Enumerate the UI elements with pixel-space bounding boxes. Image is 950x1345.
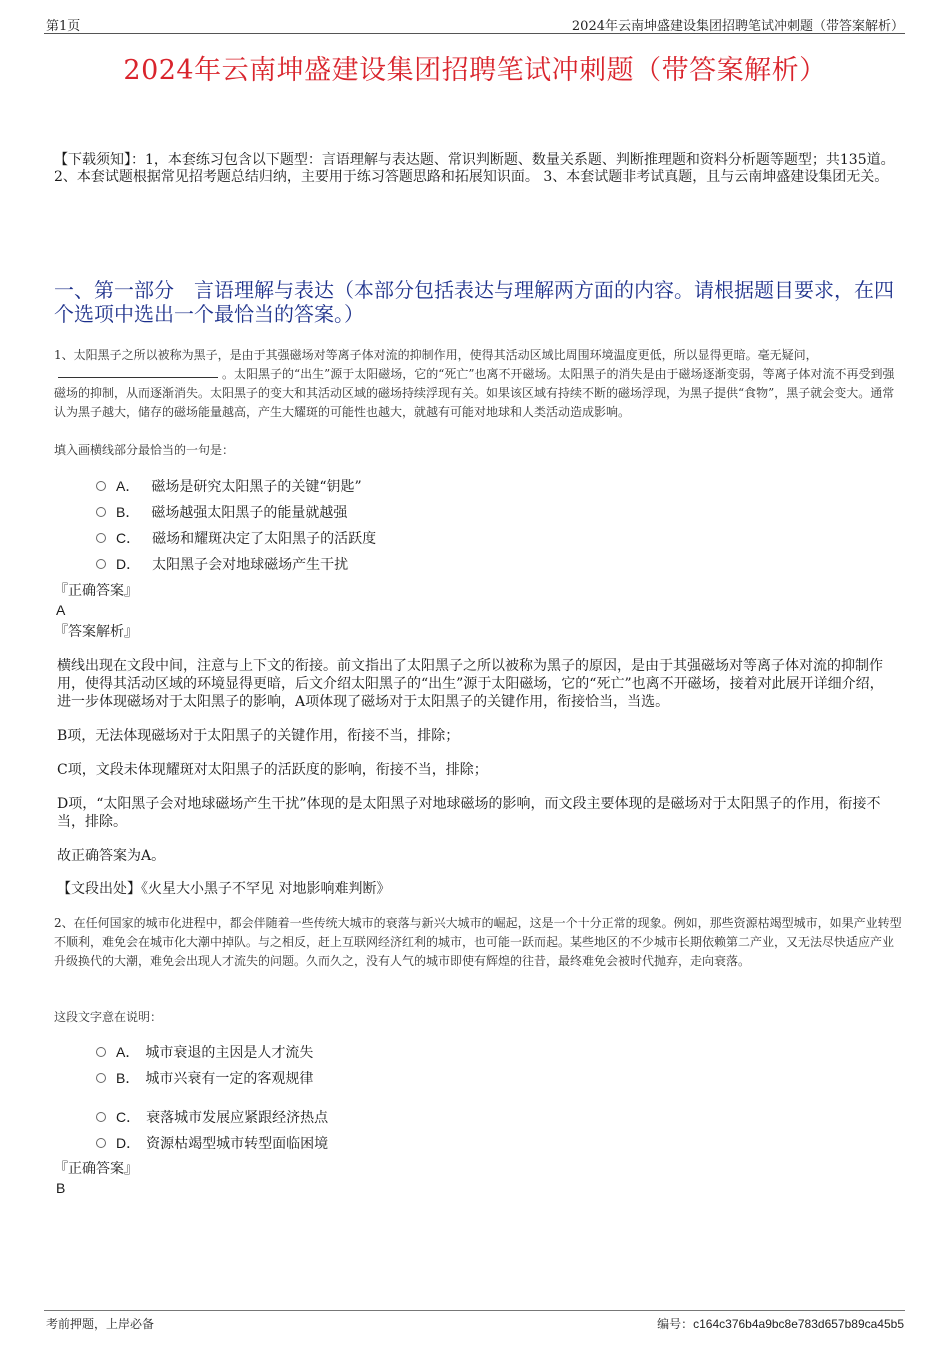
footer-slogan: 考前押题，上岸必备: [46, 1317, 155, 1331]
analysis-label: 『答案解析』: [54, 624, 138, 640]
page-title: 2024年云南坤盛建设集团招聘笔试冲刺题（带答案解析）: [123, 55, 827, 86]
radio-icon[interactable]: [96, 533, 106, 543]
text-source: 【文段出处】《火星大小黑子不罕见 对地影响难判断》: [57, 881, 391, 897]
running-title: 2024年云南坤盛建设集团招聘笔试冲刺题（带答案解析）: [571, 19, 904, 34]
option-d[interactable]: D． 太阳黑子会对地球磁场产生干扰: [96, 554, 348, 574]
option-c[interactable]: C． 衰落城市发展应紧跟经济热点: [96, 1107, 328, 1127]
header-divider: [44, 33, 905, 34]
question-1-prompt: 填入画横线部分最恰当的一句是：: [54, 443, 235, 457]
radio-icon[interactable]: [96, 1047, 106, 1057]
radio-icon[interactable]: [96, 507, 106, 517]
option-b[interactable]: B． 城市兴衰有一定的客观规律: [96, 1068, 313, 1088]
option-a[interactable]: A． 城市衰退的主因是人才流失: [96, 1042, 313, 1062]
radio-icon[interactable]: [96, 1138, 106, 1148]
analysis-conclusion: 故正确答案为A。: [57, 848, 166, 864]
radio-icon[interactable]: [96, 481, 106, 491]
analysis-paragraph: D项，“太阳黑子会对地球磁场产生干扰”体现的是太阳黑子对地球磁场的影响，而文段主要体现的是磁场对于太阳黑子的作用，衔接不当，排除。: [57, 796, 881, 830]
analysis-paragraph: 横线出现在文段中间，注意与上下文的衔接。前文指出了太阳黑子之所以被称为黑子的原因，是由于其强磁场对等离子体对流的抑制作用，使得其活动区域的环境显得更暗，后文介绍太阳黑子的“出生”源于太阳磁场，它的“死亡”也离不开磁场，接着对此展开详细介绍，进一步体现磁场对于太阳黑子的影响，A项体现了磁场对于太阳黑子的关键作用，衔接恰当，当选。: [57, 658, 884, 710]
section-title: 一、第一部分 言语理解与表达（本部分包括表达与理解两方面的内容。请根据题目要求，在四个选项中选出一个最恰当的答案。）: [54, 278, 894, 326]
question-2-stem: 2、在任何国家的城市化进程中，都会伴随着一些传统大城市的衰落与新兴大城市的崛起，这是一个十分正常的现象。例如，那些资源枯竭型城市，如果产业转型不顺利，难免会在城市化大潮中掉队。与之相反，赶上互联网经济红利的城市，也可能一跃而起。某些地区的不少城市长期依赖第二产业，又无法尽快适应产业升级换代的大潮，难免会出现人才流失的问题。久而久之，没有人气的城市即使有辉煌的往昔，最终难免会被时代抛弃，走向衰落。: [54, 916, 902, 968]
radio-icon[interactable]: [96, 1073, 106, 1083]
correct-answer-label: 『正确答案』: [54, 1161, 138, 1177]
correct-answer: A: [56, 602, 66, 618]
radio-icon[interactable]: [96, 559, 106, 569]
question-1-stem: 1、太阳黑子之所以被称为黑子，是由于其强磁场对等离子体对流的抑制作用，使得其活动区域比周围环境温度更低，所以显得更暗。毫无疑问，。太阳黑子的“出生”源于太阳磁场，它的“死亡”也离不开磁场。太阳黑子的消失是由于磁场逐渐变弱，等离子体对流不再受到强磁场的抑制，从而逐渐消失。太阳黑子的变大和其活动区域的磁场持续浮现有关。如果该区域有持续不断的磁场浮现，为黑子提供“食物”，黑子就会变大。通常认为黑子越大，储存的磁场能量越高，产生大耀斑的可能性也越大，就越有可能对地球和人类活动造成影响。: [54, 348, 895, 419]
radio-icon[interactable]: [96, 1112, 106, 1122]
correct-answer: B: [56, 1180, 66, 1196]
footer-divider: [44, 1310, 905, 1311]
correct-answer-label: 『正确答案』: [54, 583, 138, 599]
option-d[interactable]: D． 资源枯竭型城市转型面临困境: [96, 1133, 328, 1153]
question-2-prompt: 这段文字意在说明：: [54, 1010, 163, 1024]
option-a[interactable]: A． 磁场是研究太阳黑子的关键“钥匙”: [96, 476, 362, 496]
document-code: 编号：c164c376b4a9bc8e783d657b89ca45b5: [657, 1317, 904, 1331]
analysis-paragraph: B项，无法体现磁场对于太阳黑子的关键作用，衔接不当，排除；: [57, 728, 460, 744]
fill-blank: [58, 365, 218, 378]
download-notice: 【下载须知】：1，本套练习包含以下题型：言语理解与表达题、常识判断题、数量关系题、判断推理题和资料分析题等题型；共135道。 2、本套试题根据常见招考题总结归纳，主要用于练习答题思路和拓展知识面。 3、本套试题非考试真题，且与云南坤盛建设集团无关。: [54, 152, 895, 185]
option-c[interactable]: C． 磁场和耀斑决定了太阳黑子的活跃度: [96, 528, 376, 548]
analysis-paragraph: C项，文段未体现耀斑对太阳黑子的活跃度的影响，衔接不当，排除；: [57, 762, 488, 778]
option-b[interactable]: B． 磁场越强太阳黑子的能量就越强: [96, 502, 347, 522]
page-number: 第1页: [46, 19, 81, 34]
